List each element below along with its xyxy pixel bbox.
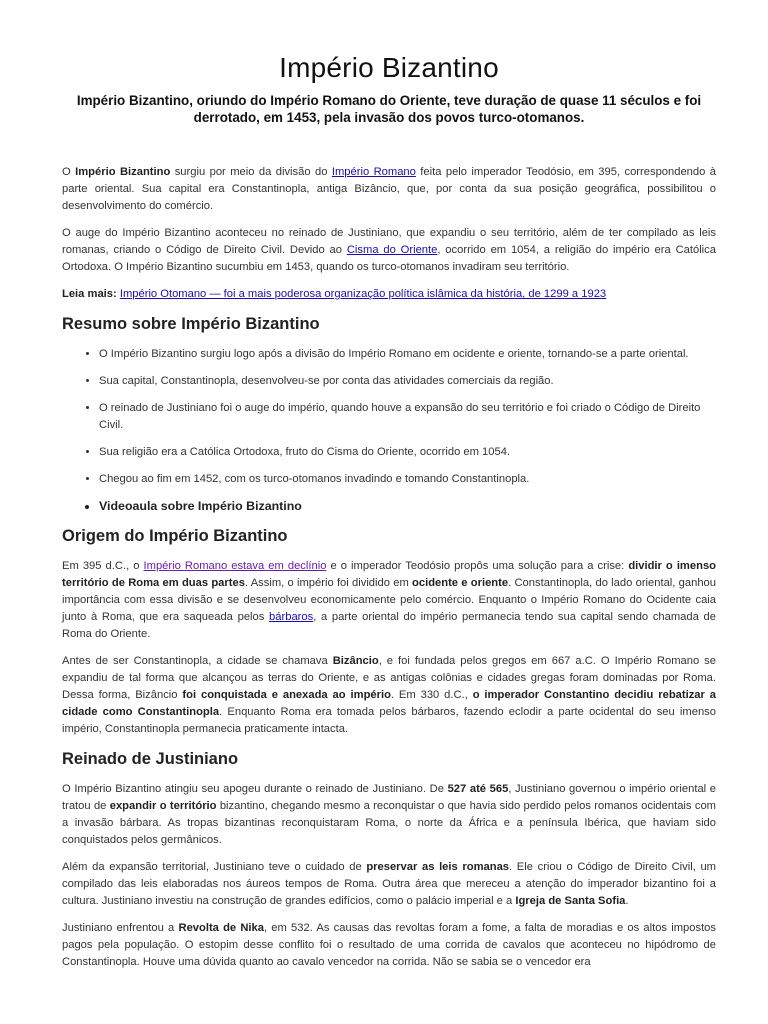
intro-paragraph-1: O Império Bizantino surgiu por meio da divisão do Império Romano feita pelo imperador Teodósio, em 395, correspondendo à parte oriental. Sua capital era Constantinopla, antiga Bizâncio, que, por conta da sua posição geográfica, possibilitou o desenvolvimento do comércio. xyxy=(62,166,716,212)
page-title: Império Bizantino xyxy=(279,52,499,83)
list-item: • O reinado de Justiniano foi o auge do império, quando houve a expansão do seu território e foi criado o Código de Direito Civil. xyxy=(99,400,716,434)
list-item: • Sua capital, Constantinopla, desenvolveu-se por conta das atividades comerciais da região. xyxy=(99,373,716,390)
link-imperio-romano[interactable]: Império Romano xyxy=(331,166,416,178)
leia-mais-label: Leia mais: xyxy=(62,288,117,300)
justiniano-paragraph-2: Além da expansão territorial, Justiniano teve o cuidado de preservar as leis romanas. Ele criou o Código de Direito Civil, um compilado das leis elaboradas nos áureos tempos de Roma. Outra área que mereceu a atenção do imperador bizantino foi a cultura. Justiniano investiu na construção de grandes edifícios, como o palácio imperial e a Igreja de Santa Sofia. xyxy=(62,861,716,907)
justiniano-paragraph-3: Justiniano enfrentou a Revolta de Nika, em 532. As causas das revoltas foram a fome, a falta de moradias e os altos impostos pagos pela população. O estopim desse conflito foi o resultado de uma corrida de cavalos que aconteceu no hipódromo de Constantinopla. Houve uma dúvida quanto ao cavalo vencedor na corrida. Não se sabia se o vencedor era xyxy=(62,922,716,968)
origem-paragraph-1: Em 395 d.C., o Império Romano estava em declínio e o imperador Teodósio propôs uma solução para a crise: dividir o imenso território de Roma em duas partes. Assim, o império foi dividido em ocidente e oriente. Constantinopla, do lado oriental, ganhou importância com essa divisão e se desenvolveu economicamente pelo comércio. Enquanto o Império Romano do Ocidente caia junto à Roma, que era saqueada pelos bárbaros, a parte oriental do império permanecia tendo sua capital sendo chamada de Roma do Oriente. xyxy=(62,560,716,640)
list-item: • Chegou ao fim em 1452, com os turco-otomanos invadindo e tomando Constantinopla. xyxy=(99,471,716,488)
heading-resumo: Resumo sobre Império Bizantino xyxy=(62,315,320,333)
list-item: • Sua religião era a Católica Ortodoxa, fruto do Cisma do Oriente, ocorrido em 1054. xyxy=(99,444,716,461)
page-subtitle: Império Bizantino, oriundo do Império Romano do Oriente, teve duração de quase 11 séculos e foi derrotado, em 1453, pela invasão dos povos turco-otomanos. xyxy=(76,93,702,125)
origem-paragraph-2: Antes de ser Constantinopla, a cidade se chamava Bizâncio, e foi fundada pelos gregos em 667 a.C. O Império Romano se expandiu de tal forma que alcançou as terras do Oriente, e as antigas colônias e cidades gregas foram dominadas por Roma. Dessa forma, Bizâncio foi conquistada e anexada ao império. Em 330 d.C., o imperador Constantino decidiu rebatizar a cidade como Constantinopla. Enquanto Roma era tomada pelos bárbaros, fazendo eclodir a parte ocidental do seu imenso império, Constantinopla permanecia praticamente intacta. xyxy=(62,655,717,735)
heading-origem: Origem do Império Bizantino xyxy=(62,527,288,545)
justiniano-paragraph-1: O Império Bizantino atingiu seu apogeu durante o reinado de Justiniano. De 527 até 565, Justiniano governou o império oriental e tratou de expandir o território bizantino, chegando mesmo a reconquistar o que havia sido perdido pelos romanos ocidentais com a invasão bárbara. As tropas bizantinas reconquistaram Roma, o norte da África e a península Ibérica, que haviam sido conquistados pelos germânicos. xyxy=(62,783,717,846)
resumo-list xyxy=(62,346,716,515)
bold-term: Império Bizantino xyxy=(75,166,171,178)
heading-justiniano: Reinado de Justiniano xyxy=(62,750,239,768)
link-imperio-otomano[interactable]: Império Otomano — foi a mais poderosa organização política islâmica da história, de 1299 a 1923 xyxy=(119,288,607,300)
link-cisma-do-oriente[interactable]: Cisma do Oriente xyxy=(346,244,438,256)
videoaula-link[interactable]: • Videoaula sobre Império Bizantino xyxy=(99,498,716,515)
intro-paragraph-2: O auge do Império Bizantino aconteceu no reinado de Justiniano, que expandiu o seu território, além de ter compilado as leis romanas, criando o Código de Direito Civil. Devido ao Cisma do Oriente, ocorrido em 1054, a religião do império era Católica Ortodoxa. O Império Bizantino sucumbiu em 1453, quando os turco-otomanos invadiram seu território. xyxy=(62,227,716,273)
leia-mais xyxy=(62,286,716,303)
list-item: • O Império Bizantino surgiu logo após a divisão do Império Romano em ocidente e oriente, tornando-se a parte oriental. xyxy=(99,346,716,363)
link-imperio-romano-declinio[interactable]: Império Romano estava em declínio xyxy=(143,560,327,572)
link-barbaros[interactable]: bárbaros xyxy=(269,611,314,623)
